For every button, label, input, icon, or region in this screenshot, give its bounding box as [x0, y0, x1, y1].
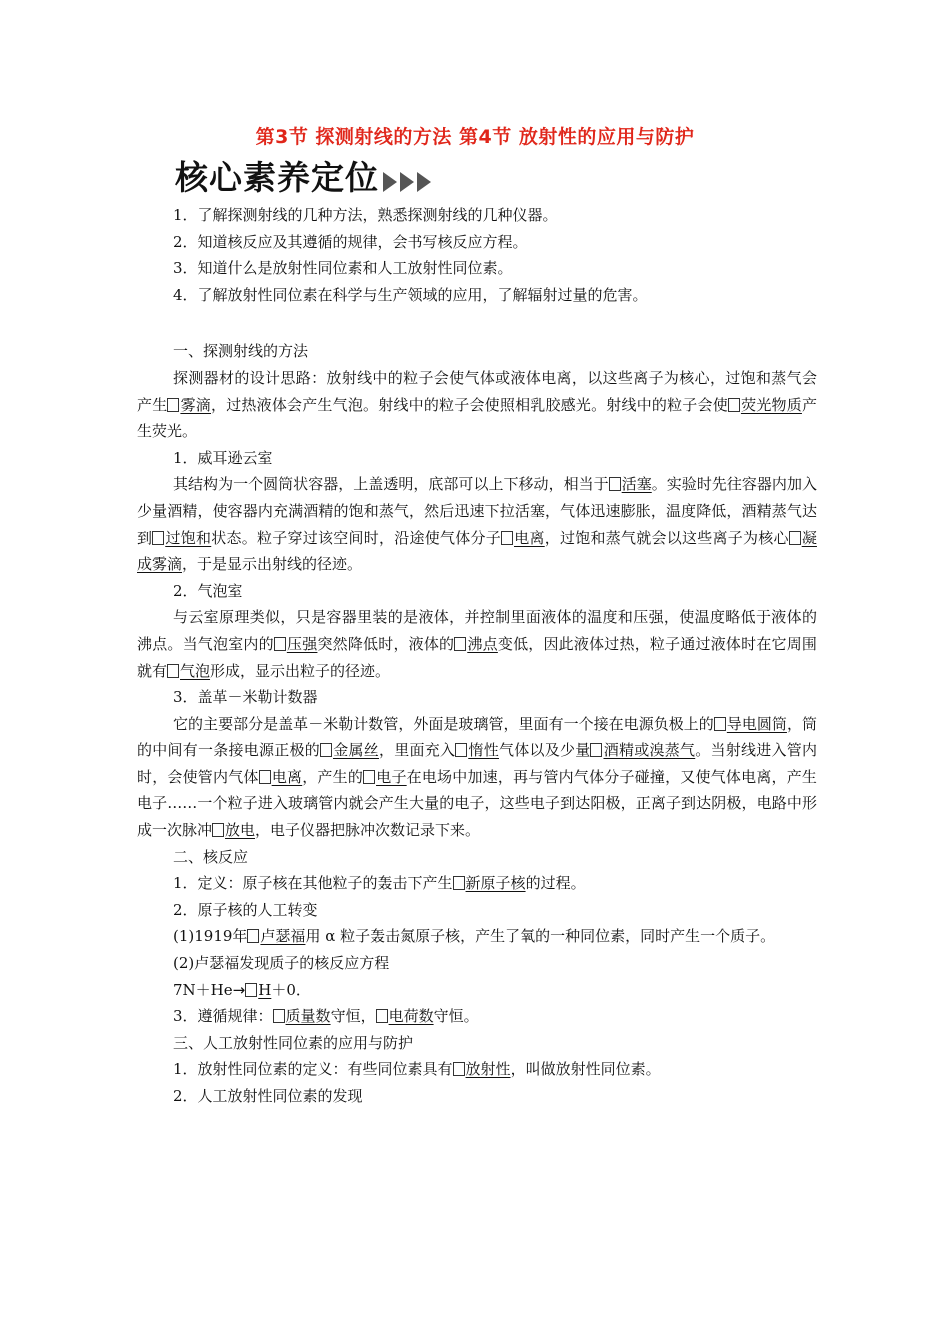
blank-box-icon [259, 770, 271, 784]
answer-blank: 沸点 [467, 634, 498, 653]
artificial-transformation-heading: 2．原子核的人工转变 [173, 900, 318, 919]
isotope-discovery-heading: 2．人工放射性同位素的发现 [173, 1087, 363, 1105]
conservation-laws: 3．遵循规律： 质量数守恒， 电荷数守恒。 [173, 1007, 479, 1026]
answer-blank: 雾滴 [180, 395, 212, 414]
geiger-counter-text: 它的主要部分是盖革－米勒计数管，外面是玻璃管，里面有一个接在电源负极上的 导电圆筒，筒的中间有一条接电源正极的 金属丝，里面充入 惰性气体以及少量 酒精或溴蒸气。当射线进入管内时，会使管内气体 电离，产生的 电子在电场中加速，再与管内气体分子碰撞，又使气体电离，产生电子……一个粒子进入玻璃管内就会产生大量的电子，这些电子到达阳极，正离子到达阴极，电路中形成一次脉冲 放电，电子仪器把脉冲次数记录下来。 [137, 714, 817, 840]
answer-blank: 质量数 [285, 1007, 331, 1026]
blank-box-icon [212, 823, 224, 837]
answer-blank: 卢瑟福 [260, 927, 306, 946]
geiger-counter-heading: 3．盖革－米勒计数器 [173, 688, 318, 707]
chevron-right-icon [383, 172, 434, 192]
blank-box-icon [274, 637, 286, 651]
blank-box-icon [167, 664, 179, 678]
blank-box-icon [273, 1009, 285, 1023]
blank-box-icon [376, 1009, 388, 1023]
answer-blank: H [258, 980, 272, 999]
blank-box-icon [789, 531, 801, 545]
blank-box-icon [453, 1062, 465, 1076]
banner-text: 核心素养定位 [175, 158, 379, 197]
reaction-equation-heading: (2)卢瑟福发现质子的核反应方程 [173, 954, 390, 973]
cloud-chamber-heading: 1．威耳逊云室 [173, 448, 273, 467]
blank-box-icon [455, 743, 467, 757]
answer-blank: 荧光物质 [740, 395, 802, 414]
answer-blank: 过饱和 [165, 528, 212, 547]
answer-blank: 导电圆筒 [726, 714, 787, 733]
reaction-arrow-icon: → [232, 980, 246, 999]
section-1-heading: 一、探测射线的方法 [173, 342, 309, 361]
blank-box-icon [728, 398, 740, 412]
isotope-definition: 1．放射性同位素的定义：有些同位素具有 放射性，叫做放射性同位素。 [173, 1060, 661, 1079]
answer-blank: 惰性 [468, 741, 499, 760]
section-2-heading: 二、核反应 [173, 847, 249, 866]
rutherford-experiment: (1)1919年 卢瑟福用 α 粒子轰击氮原子核，产生了氧的一种同位素，同时产生一个质子。 [173, 927, 776, 946]
answer-blank: 电离 [513, 528, 545, 547]
bubble-chamber-heading: 2．气泡室 [173, 581, 243, 600]
core-literacy-banner [175, 154, 434, 198]
answer-blank: 放电 [225, 821, 256, 840]
answer-blank: 活塞 [621, 475, 652, 494]
blank-box-icon [501, 531, 513, 545]
answer-blank: 压强 [286, 634, 318, 653]
objective-3: 3．知道什么是放射性同位素和人工放射性同位素。 [173, 259, 513, 278]
objective-1: 1．了解探测射线的几种方法，熟悉探测射线的几种仪器。 [173, 206, 558, 224]
blank-box-icon [714, 717, 726, 731]
document-body [137, 202, 817, 1110]
reaction-equation: 7N＋He→ H＋0． [173, 980, 311, 999]
blank-box-icon [363, 770, 375, 784]
nuclear-reaction-definition: 1．定义：原子核在其他粒子的轰击下产生 新原子核的过程。 [173, 874, 586, 893]
answer-blank: 气泡 [180, 661, 211, 680]
page-title: 第3节 探测射线的方法 第4节 放射性的应用与防护 [255, 126, 695, 148]
answer-blank: 放射性 [465, 1060, 511, 1079]
answer-blank: 电子 [376, 767, 407, 786]
blank-box-icon [454, 637, 466, 651]
section-3-heading: 三、人工放射性同位素的应用与防护 [173, 1033, 414, 1052]
answer-blank: 凝成雾滴 [137, 528, 817, 574]
answer-blank: 新原子核 [465, 874, 526, 893]
answer-blank: 酒精或溴蒸气 [603, 741, 696, 760]
blank-box-icon [247, 929, 259, 943]
answer-blank: 金属丝 [332, 741, 379, 760]
cloud-chamber-text: 其结构为一个圆筒状容器，上盖透明，底部可以上下移动，相当于 活塞。实验时先往容器内加入少量酒精，使容器内充满酒精的饱和蒸气，然后迅速下拉活塞，气体迅速膨胀，温度降低，酒精蒸气达到 过饱和状态。粒子穿过该空间时，沿途使气体分子 电离，过饱和蒸气就会以这些离子为核心 凝成雾滴，于是显示出射线的径迹。 [137, 475, 817, 574]
detection-principle: 探测器材的设计思路：放射线中的粒子会使气体或液体电离，以这些离子为核心，过饱和蒸气会产生 雾滴，过热液体会产生气泡。射线中的粒子会使照相乳胶感光。射线中的粒子会使 荧光物质产生荧光。 [137, 368, 817, 441]
bubble-chamber-text: 与云室原理类似，只是容器里装的是液体，并控制里面液体的温度和压强，使温度略低于液体的沸点。当气泡室内的 压强突然降低时，液体的 沸点变低，因此液体过热，粒子通过液体时在它周围就有 气泡形成，显示出粒子的径迹。 [137, 608, 817, 680]
objective-2: 2．知道核反应及其遵循的规律，会书写核反应方程。 [173, 232, 528, 251]
blank-box-icon [245, 983, 257, 997]
answer-blank: 电离 [271, 767, 303, 786]
blank-box-icon [320, 743, 332, 757]
objective-4: 4．了解放射性同位素在科学与生产领域的应用，了解辐射过量的危害。 [173, 285, 648, 304]
blank-box-icon [453, 876, 465, 890]
blank-box-icon [152, 531, 164, 545]
blank-box-icon [590, 743, 602, 757]
blank-box-icon [609, 477, 621, 491]
blank-box-icon [167, 398, 179, 412]
answer-blank: 电荷数 [388, 1007, 434, 1026]
